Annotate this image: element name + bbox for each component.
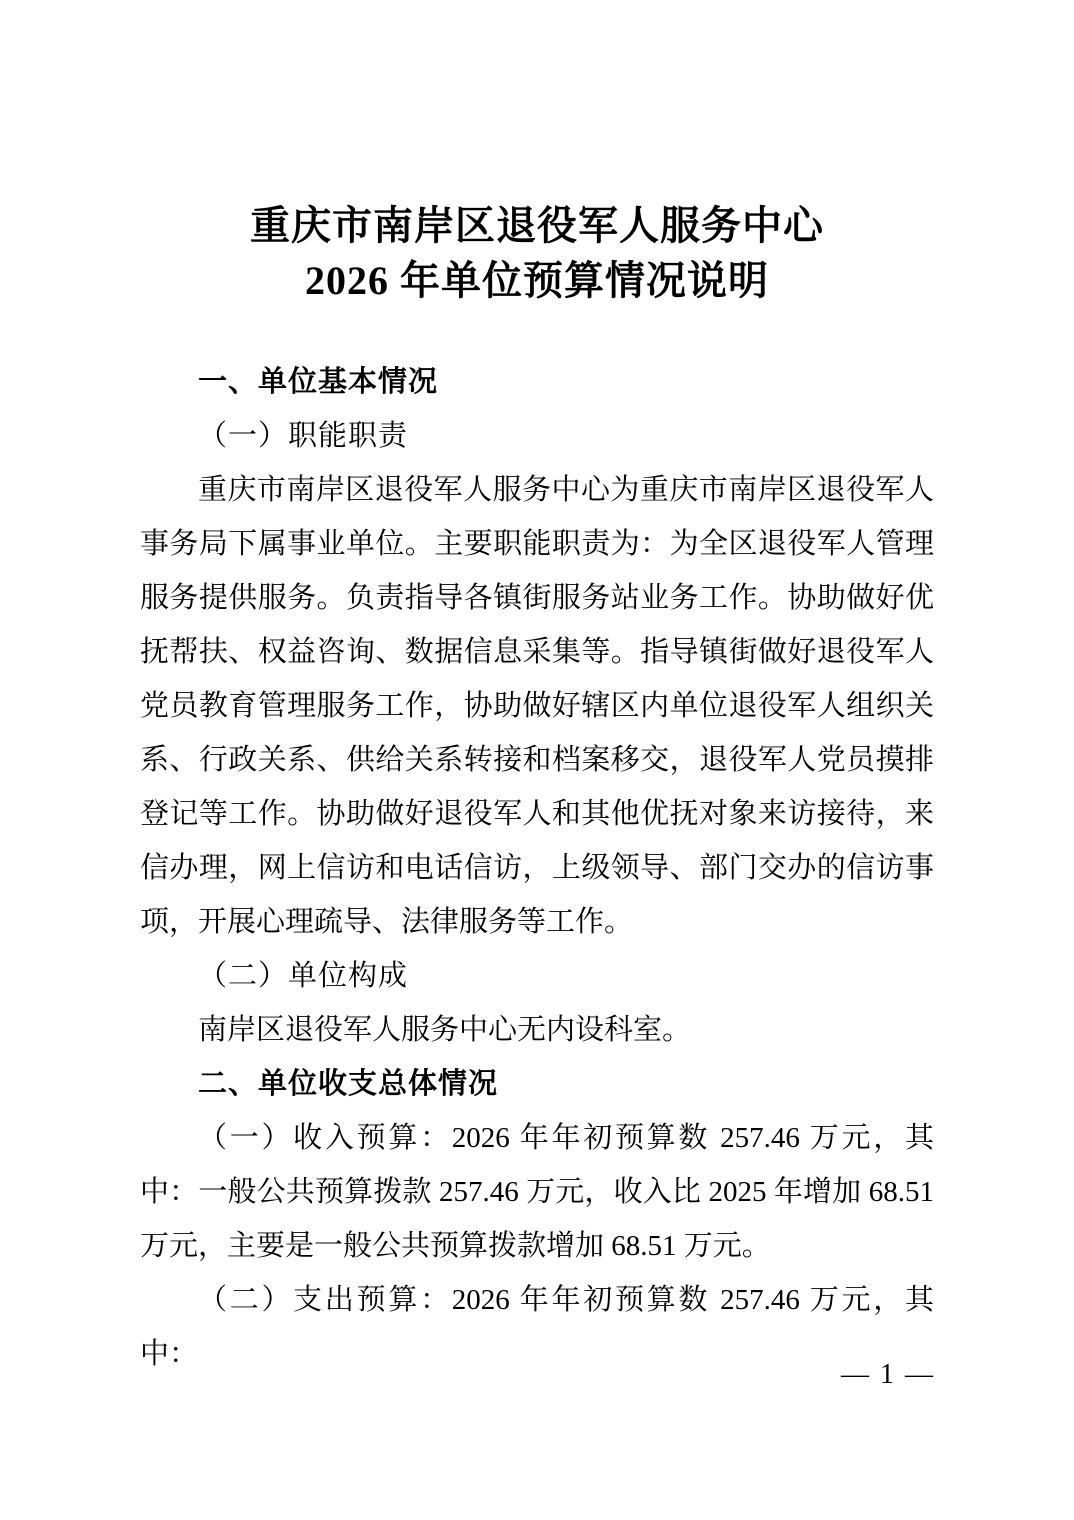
section-1-subsection-2-heading: （二）单位构成	[198, 960, 409, 992]
income-budget-paragraph: （一）收入预算：2026 年年初预算数 257.46 万元，其中：一般公共预算拨款 257.46 万元，收入比 2025 年增加 68.51 万元，主要是一般公共预算拨款增加 68.51 万元。	[140, 1122, 934, 1262]
section-1-heading: 一、单位基本情况	[198, 366, 439, 398]
document-body	[140, 355, 934, 1381]
unit-composition-paragraph: 南岸区退役军人服务中心无内设科室。	[198, 1014, 692, 1046]
section-2-heading: 二、单位收支总体情况	[198, 1068, 499, 1100]
functions-duties-paragraph: 重庆市南岸区退役军人服务中心为重庆市南岸区退役军人事务局下属事业单位。主要职能职责为：为全区退役军人管理服务提供服务。负责指导各镇街服务站业务工作。协助做好优抚帮扶、权益咨询、数据信息采集等。指导镇街做好退役军人党员教育管理服务工作，协助做好辖区内单位退役军人组织关系、行政关系、供给关系转接和档案移交，退役军人党员摸排登记等工作。协助做好退役军人和其他优抚对象来访接待，来信办理，网上信访和电话信访，上级领导、部门交办的信访事项，开展心理疏导、法律服务等工作。	[140, 474, 934, 938]
section-1-subsection-1-heading: （一）职能职责	[198, 420, 409, 452]
document-title-line-2: 2026 年单位预算情况说明	[305, 258, 769, 303]
expenditure-budget-paragraph: （二）支出预算：2026 年年初预算数 257.46 万元，其中：	[140, 1284, 934, 1370]
document-title	[140, 198, 934, 308]
page-number: — 1 —	[841, 1359, 935, 1390]
document-title-line-1: 重庆市南岸区退役军人服务中心	[250, 203, 824, 248]
